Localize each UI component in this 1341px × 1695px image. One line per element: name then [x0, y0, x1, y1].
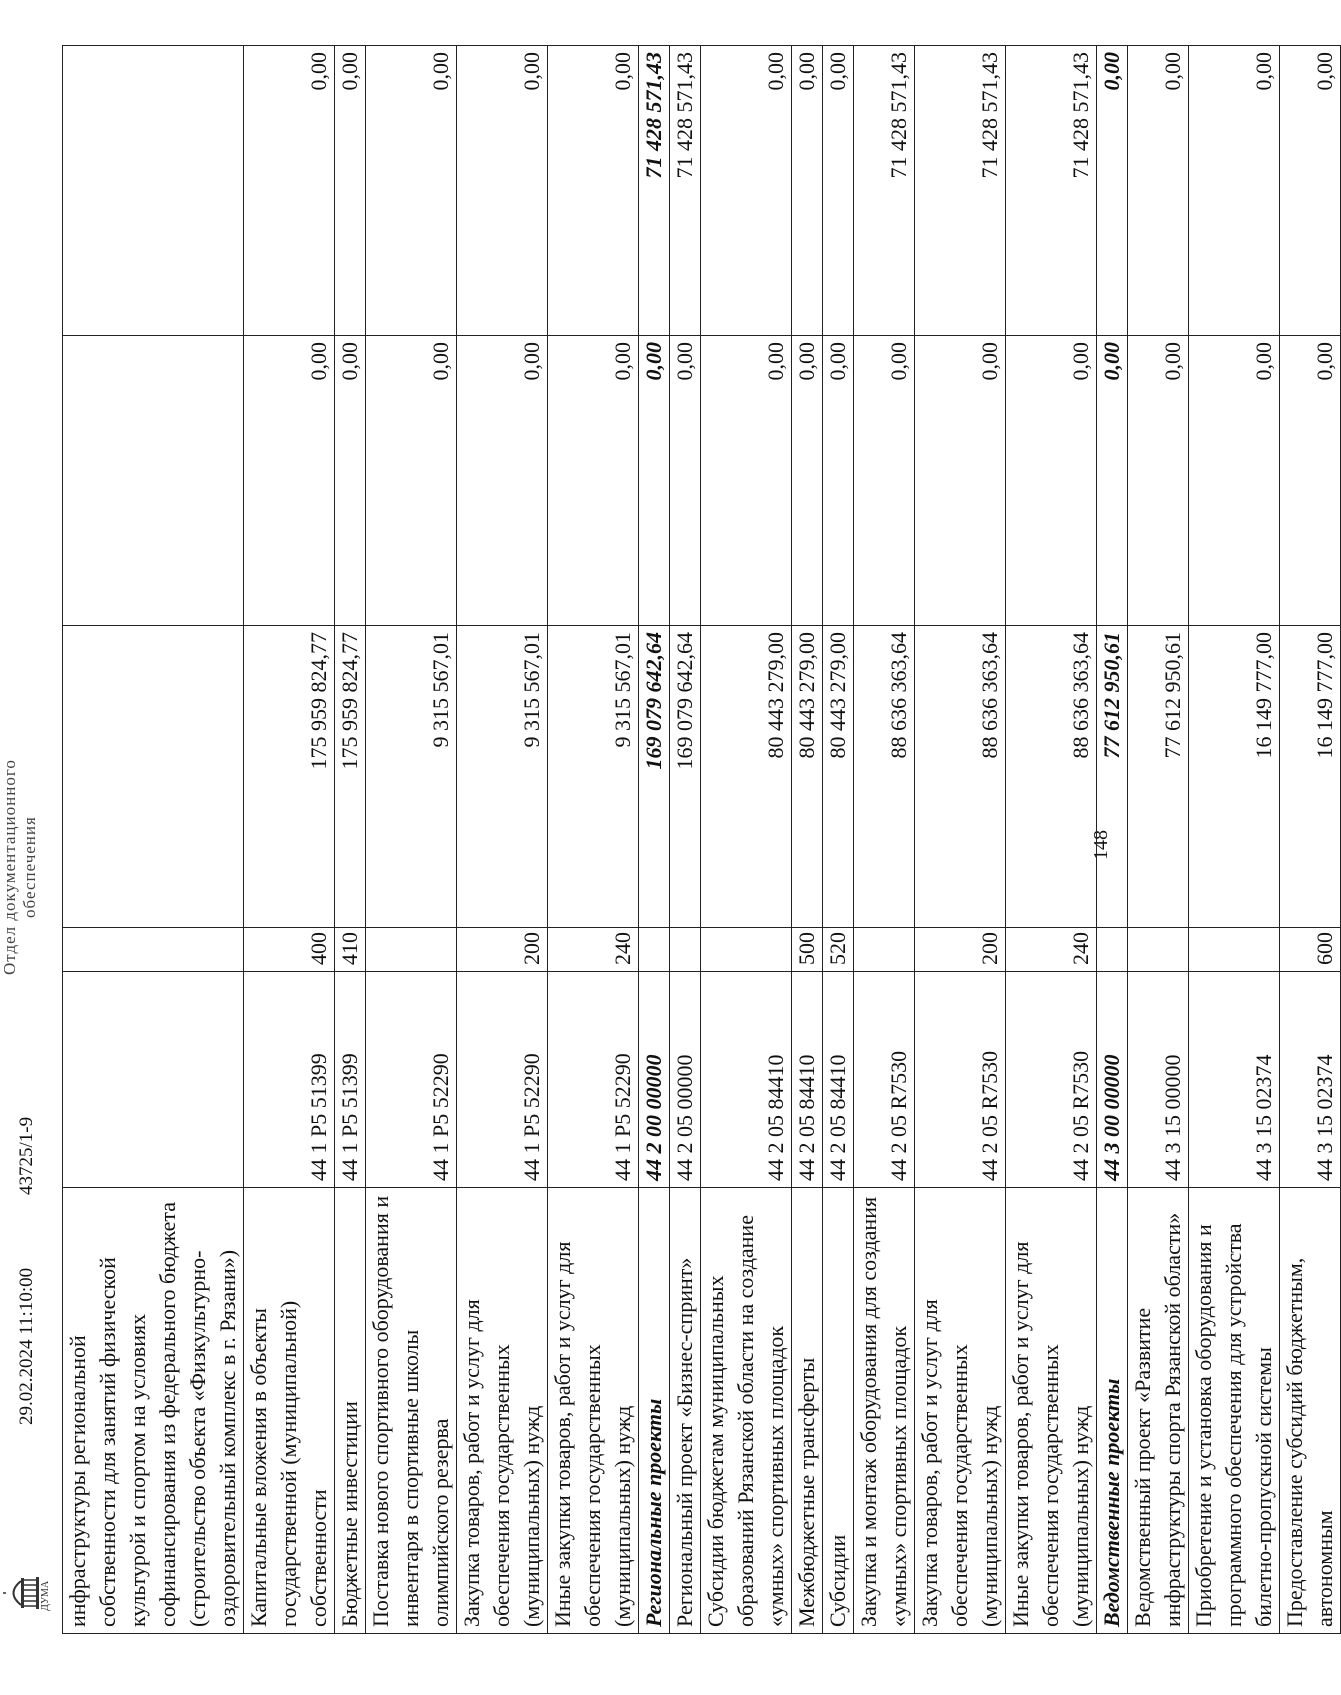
row-name-cell: Поставка нового спортивного оборудования и инвентаря в спортивные школы олимпийского резерва: [366, 1188, 457, 1634]
row-value-2026-cell: 0,00: [366, 46, 457, 336]
row-vr-cell: 240: [548, 928, 639, 972]
row-value-2024-cell: 9 315 567,01: [548, 626, 639, 928]
row-name-cell: Региональные проекты: [639, 1188, 670, 1634]
budget-table: [62, 45, 1341, 1634]
table-row: [823, 46, 854, 1634]
row-vr-cell: 500: [792, 928, 823, 972]
row-value-2025-cell: 0,00: [792, 336, 823, 626]
table-row: [1006, 46, 1097, 1634]
row-value-2026-cell: 0,00: [823, 46, 854, 336]
row-vr-cell: 240: [1006, 928, 1097, 972]
row-code-cell: 44 3 15 02374: [1280, 972, 1341, 1188]
row-value-2025-cell: 0,00: [1280, 336, 1341, 626]
row-code-cell: 44 2 05 R7530: [915, 972, 1006, 1188]
duma-emblem-icon: [2, 1571, 42, 1615]
row-value-2025-cell: 0,00: [639, 336, 670, 626]
row-vr-cell: [63, 928, 244, 972]
row-value-2026-cell: 71 428 571,43: [670, 46, 701, 336]
department-stamp-line1: Отдел документационного: [0, 759, 19, 975]
row-vr-cell: [854, 928, 915, 972]
row-value-2024-cell: 80 443 279,00: [701, 626, 792, 928]
row-code-cell: 44 1 Р5 52290: [457, 972, 548, 1188]
row-code-cell: 44 2 05 84410: [701, 972, 792, 1188]
row-vr-cell: [639, 928, 670, 972]
row-value-2026-cell: 0,00: [335, 46, 366, 336]
row-value-2024-cell: 77 612 950,61: [1097, 626, 1128, 928]
row-name-cell: Закупка и монтаж оборудования для создания «умных» спортивных площадок: [854, 1188, 915, 1634]
row-value-2024-cell: 88 636 363,64: [915, 626, 1006, 928]
row-vr-cell: [366, 928, 457, 972]
row-vr-cell: [1189, 928, 1280, 972]
row-vr-cell: 200: [915, 928, 1006, 972]
row-value-2025-cell: 0,00: [854, 336, 915, 626]
row-code-cell: 44 2 05 84410: [792, 972, 823, 1188]
row-value-2026-cell: 0,00: [1128, 46, 1189, 336]
row-name-cell: Межбюджетные трансферты: [792, 1188, 823, 1634]
row-code-cell: [63, 972, 244, 1188]
row-name-cell: Приобретение и установка оборудования и программного обеспечения для устройства билетно-пропускной системы: [1189, 1188, 1280, 1634]
row-value-2024-cell: 80 443 279,00: [792, 626, 823, 928]
row-value-2026-cell: 71 428 571,43: [639, 46, 670, 336]
row-value-2026-cell: 0,00: [701, 46, 792, 336]
row-code-cell: 44 3 15 02374: [1189, 972, 1280, 1188]
row-name-cell: Капитальные вложения в объекты государственной (муниципальной) собственности: [244, 1188, 335, 1634]
table-row: [1189, 46, 1280, 1634]
row-code-cell: 44 2 05 R7530: [1006, 972, 1097, 1188]
row-code-cell: 44 2 05 R7530: [854, 972, 915, 1188]
row-code-cell: 44 1 Р5 51399: [335, 972, 366, 1188]
row-value-2026-cell: 0,00: [792, 46, 823, 336]
row-name-cell: Региональный проект «Бизнес-спринт»: [670, 1188, 701, 1634]
row-value-2025-cell: 0,00: [1189, 336, 1280, 626]
row-value-2024-cell: 16 149 777,00: [1280, 626, 1341, 928]
row-value-2026-cell: 0,00: [548, 46, 639, 336]
row-name-cell: Иные закупки товаров, работ и услуг для обеспечения государственных (муниципальных) нужд: [548, 1188, 639, 1634]
row-value-2026-cell: 0,00: [457, 46, 548, 336]
row-value-2024-cell: 175 959 824,77: [335, 626, 366, 928]
row-value-2025-cell: 0,00: [244, 336, 335, 626]
row-value-2025-cell: 0,00: [1006, 336, 1097, 626]
row-value-2024-cell: [63, 626, 244, 928]
row-value-2026-cell: 0,00: [1189, 46, 1280, 336]
table-row: [854, 46, 915, 1634]
row-name-cell: Предоставление субсидий бюджетным, автономным: [1280, 1188, 1341, 1634]
row-value-2024-cell: 9 315 567,01: [366, 626, 457, 928]
table-row: [1128, 46, 1189, 1634]
table-row: [335, 46, 366, 1634]
row-name-cell: Иные закупки товаров, работ и услуг для обеспечения государственных (муниципальных) нужд: [1006, 1188, 1097, 1634]
row-value-2024-cell: 77 612 950,61: [1128, 626, 1189, 928]
table-row: [701, 46, 792, 1634]
row-value-2025-cell: 0,00: [1128, 336, 1189, 626]
row-code-cell: 44 1 Р5 51399: [244, 972, 335, 1188]
row-value-2024-cell: 16 149 777,00: [1189, 626, 1280, 928]
row-value-2025-cell: 0,00: [823, 336, 854, 626]
emblem-caption: ДУМА: [40, 1580, 51, 1611]
table-row: [244, 46, 335, 1634]
row-vr-cell: [1097, 928, 1128, 972]
row-value-2026-cell: 71 428 571,43: [1006, 46, 1097, 336]
table-row: [63, 46, 244, 1634]
row-value-2025-cell: 0,00: [548, 336, 639, 626]
row-value-2025-cell: 0,00: [457, 336, 548, 626]
page-number: 148: [1090, 830, 1112, 860]
row-vr-cell: 520: [823, 928, 854, 972]
table-row: [639, 46, 670, 1634]
footer-date: 29.02.2024 11:10:00: [16, 1267, 37, 1425]
table-row: [915, 46, 1006, 1634]
row-value-2025-cell: [63, 336, 244, 626]
row-name-cell: Субсидии: [823, 1188, 854, 1634]
row-value-2024-cell: 9 315 567,01: [457, 626, 548, 928]
row-value-2024-cell: 88 636 363,64: [1006, 626, 1097, 928]
row-name-cell: Ведомственный проект «Развитие инфраструктуры спорта Рязанской области»: [1128, 1188, 1189, 1634]
row-value-2025-cell: 0,00: [335, 336, 366, 626]
row-value-2024-cell: 175 959 824,77: [244, 626, 335, 928]
table-row: [670, 46, 701, 1634]
row-name-cell: Ведомственные проекты: [1097, 1188, 1128, 1634]
row-value-2026-cell: 0,00: [1280, 46, 1341, 336]
row-code-cell: 44 2 05 84410: [823, 972, 854, 1188]
row-value-2024-cell: 169 079 642,64: [639, 626, 670, 928]
table-row: [1097, 46, 1128, 1634]
row-vr-cell: 410: [335, 928, 366, 972]
row-value-2025-cell: 0,00: [915, 336, 1006, 626]
row-value-2026-cell: 71 428 571,43: [915, 46, 1006, 336]
footer-doc-code: 43725/1-9: [16, 1116, 37, 1195]
row-code-cell: 44 3 15 00000: [1128, 972, 1189, 1188]
row-vr-cell: [670, 928, 701, 972]
row-value-2025-cell: 0,00: [701, 336, 792, 626]
row-vr-cell: 400: [244, 928, 335, 972]
row-name-cell: Закупка товаров, работ и услуг для обеспечения государственных (муниципальных) нужд: [457, 1188, 548, 1634]
row-vr-cell: [1128, 928, 1189, 972]
row-name-cell: инфраструктуры региональной собственности для занятий физической культурой и спортом на условиях софинансирования из федерального бюджета (строительство объекта «Физкультурно-оздоровительный комплекс в г. Рязани»): [63, 1188, 244, 1634]
page-footer: [0, 0, 60, 1695]
row-code-cell: 44 3 00 00000: [1097, 972, 1128, 1188]
row-vr-cell: [701, 928, 792, 972]
row-code-cell: 44 2 00 00000: [639, 972, 670, 1188]
row-vr-cell: 200: [457, 928, 548, 972]
table-row: [457, 46, 548, 1634]
table-row: [548, 46, 639, 1634]
row-name-cell: Закупка товаров, работ и услуг для обеспечения государственных (муниципальных) нужд: [915, 1188, 1006, 1634]
row-name-cell: Субсидии бюджетам муниципальных образований Рязанской области на создание «умных» спортивных площадок: [701, 1188, 792, 1634]
table-row: [1280, 46, 1341, 1634]
row-value-2025-cell: 0,00: [670, 336, 701, 626]
row-value-2025-cell: 0,00: [1097, 336, 1128, 626]
department-stamp-line2: обеспечения: [20, 816, 39, 918]
row-value-2024-cell: 80 443 279,00: [823, 626, 854, 928]
row-value-2026-cell: 0,00: [244, 46, 335, 336]
row-code-cell: 44 1 Р5 52290: [548, 972, 639, 1188]
row-vr-cell: 600: [1280, 928, 1341, 972]
row-value-2024-cell: 88 636 363,64: [854, 626, 915, 928]
row-value-2025-cell: 0,00: [366, 336, 457, 626]
row-code-cell: 44 1 Р5 52290: [366, 972, 457, 1188]
table-row: [366, 46, 457, 1634]
row-code-cell: 44 2 05 00000: [670, 972, 701, 1188]
row-value-2026-cell: 0,00: [1097, 46, 1128, 336]
row-name-cell: Бюджетные инвестиции: [335, 1188, 366, 1634]
row-value-2026-cell: 71 428 571,43: [854, 46, 915, 336]
row-value-2026-cell: [63, 46, 244, 336]
row-value-2024-cell: 169 079 642,64: [670, 626, 701, 928]
table-row: [792, 46, 823, 1634]
department-stamp: [0, 759, 40, 975]
